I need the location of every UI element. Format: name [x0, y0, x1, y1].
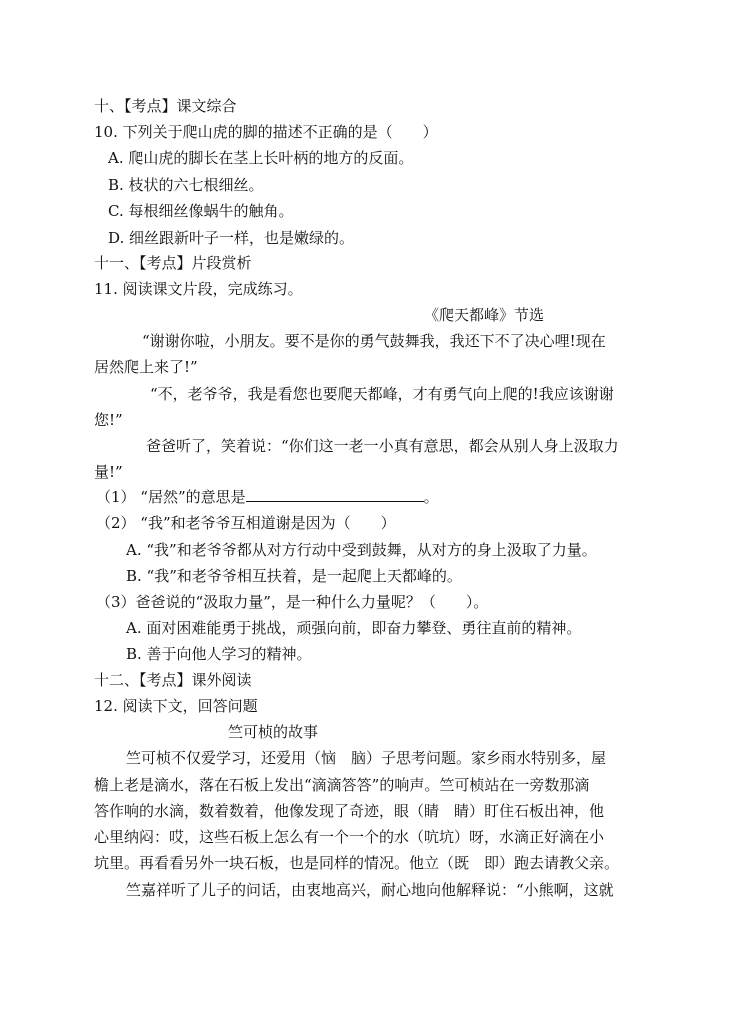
sub-question-3-option-b: B. 善于向他人学习的精神。: [126, 645, 312, 663]
sub-question-1-suffix: 。: [423, 488, 439, 506]
passage-line: 答作响的水滴，数着数着，他像发现了奇迹，眼（睛 睛）盯住石板出神，他: [94, 802, 605, 820]
passage-line: 坑里。再看看另外一块石板，也是同样的情况。他立（既 即）跑去请教父亲。: [94, 854, 620, 872]
question-12-passage-title: 竺可桢的故事: [228, 723, 319, 741]
passage-paragraph-3-line-1: 爸爸听了，笑着说：“你们这一老一小真有意思，都会从别人身上汲取力: [146, 437, 619, 455]
passage-paragraph-3-line-2: 量!”: [94, 463, 123, 481]
passage-line: 竺可桢不仅爱学习，还爱用（恼 脑）子思考问题。家乡雨水特别多，屋: [126, 749, 607, 767]
sub-question-2-option-b: B. “我”和老爷爷相互扶着，是一起爬上天都峰的。: [126, 567, 462, 585]
question-12-stem: 12. 阅读下文，回答问题: [94, 697, 258, 715]
question-10-option-d: D. 细丝跟新叶子一样，也是嫩绿的。: [108, 229, 355, 247]
answer-blank[interactable]: [246, 487, 424, 502]
sub-question-1: [96, 487, 439, 507]
question-10-option-a: A. 爬山虎的脚长在茎上长叶柄的地方的反面。: [108, 149, 414, 167]
passage-line: 檐上老是滴水，落在石板上发出“滴滴答答”的响声。竺可桢站在一旁数那滴: [94, 776, 590, 794]
passage-paragraph-1-line-1: “谢谢你啦，小朋友。要不是你的勇气鼓舞我，我还下不了决心哩!现在: [142, 332, 606, 350]
sub-question-3-stem: （3）爸爸说的“汲取力量”，是一种什么力量呢？（ ）。: [96, 593, 489, 611]
section-10-heading: 十、【考点】课文综合: [94, 97, 237, 115]
section-11-heading: 十一、【考点】片段赏析: [94, 254, 252, 272]
section-12-heading: 十二、【考点】课外阅读: [94, 671, 252, 689]
passage-paragraph-1-line-2: 居然爬上来了!”: [94, 358, 198, 376]
question-11-stem: 11. 阅读课文片段，完成练习。: [94, 280, 303, 298]
question-10-option-c: C. 每根细丝像蜗牛的触角。: [108, 202, 294, 220]
question-10-option-b: B. 枝状的六七根细丝。: [108, 176, 264, 194]
sub-question-3-option-a: A. 面对困难能勇于挑战，顽强向前，即奋力攀登、勇往直前的精神。: [126, 619, 582, 637]
sub-question-1-prefix: （1） “居然”的意思是: [96, 488, 246, 506]
question-10-stem: 10. 下列关于爬山虎的脚的描述不正确的是（ ）: [94, 123, 438, 141]
passage-paragraph-2-line-1: “不，老爷爷，我是看您也要爬天都峰，才有勇气向上爬的!我应该谢谢: [150, 385, 614, 403]
sub-question-2-option-a: A. “我”和老爷爷都从对方行动中受到鼓舞，从对方的身上汲取了力量。: [126, 541, 597, 559]
passage-paragraph-2-line-2: 您!”: [94, 411, 123, 429]
passage-line: 竺嘉祥听了儿子的问话，由衷地高兴，耐心地向他解释说：“小熊啊，这就: [126, 881, 614, 899]
passage-line: 心里纳闷：哎，这些石板上怎么有一个一个的水（吭坑）呀，水滴正好滴在小: [94, 828, 605, 846]
sub-question-2-stem: （2） “我”和老爷爷互相道谢是因为（ ）: [96, 514, 396, 532]
question-11-passage-title: 《爬天都峰》节选: [424, 306, 545, 324]
